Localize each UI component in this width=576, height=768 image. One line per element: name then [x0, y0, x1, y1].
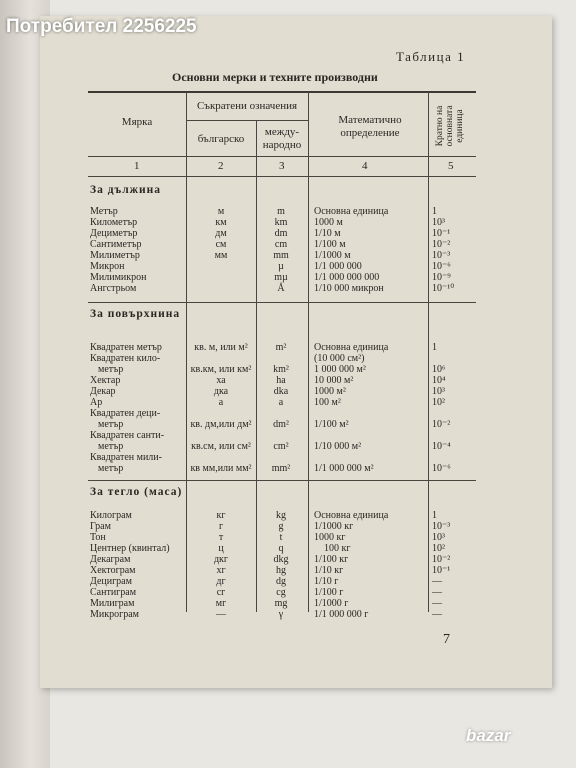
row-bg: кв.см, или см² — [191, 441, 251, 452]
row-def: 1000 кг — [314, 532, 346, 543]
row-def: 1/100 кг — [314, 554, 349, 565]
row-mul: 1 — [432, 206, 437, 217]
row-def: 1/100 г — [314, 587, 344, 598]
row-mul: 1 — [432, 342, 437, 353]
row-name: Милиграм — [90, 598, 135, 609]
col-rule-2 — [256, 121, 257, 612]
section-title-area: За повърхнина — [90, 308, 181, 320]
row-mul: 10⁻⁶ — [432, 261, 451, 272]
row-def: 1 000 000 м² — [314, 364, 366, 375]
row-int: hg — [276, 565, 286, 576]
row-int: q — [278, 543, 284, 554]
row-int: g — [278, 521, 284, 532]
row-mul: — — [432, 598, 442, 609]
row-mul: 10⁻¹ — [432, 565, 451, 576]
row-def: 1/1 000 000 — [314, 261, 362, 272]
row-mul: — — [432, 587, 442, 598]
header-bottom-rule — [88, 156, 476, 157]
row-int: µ — [278, 261, 284, 272]
row-int: cm — [274, 239, 288, 250]
row-name: метър — [98, 364, 124, 375]
header-multiple — [428, 96, 472, 156]
row-mul: 10⁻⁹ — [432, 272, 451, 283]
row-int: mµ — [274, 272, 288, 283]
section-rule-mass — [88, 480, 476, 481]
row-def: 1/1 000 000 г — [314, 609, 369, 620]
row-bg: — — [216, 609, 226, 620]
row-bg: сг — [216, 587, 226, 598]
row-int: dkg — [273, 554, 289, 565]
row-int: dm — [274, 228, 288, 239]
row-name: Микрон — [90, 261, 125, 272]
row-mul: 10³ — [432, 386, 445, 397]
row-name: Декар — [90, 386, 116, 397]
col-number-2: 2 — [218, 160, 224, 172]
row-int: mm — [273, 250, 289, 261]
seller-watermark: Потребител 2256225 — [6, 16, 197, 37]
row-mul: 10⁻³ — [432, 250, 451, 261]
col-rule-3 — [308, 92, 309, 612]
row-bg: кв. м, или м² — [194, 342, 248, 353]
row-name: метър — [98, 463, 124, 474]
row-bg: дкг — [213, 554, 229, 565]
row-name: Дециметър — [90, 228, 138, 239]
row-int: km² — [273, 364, 289, 375]
row-bg: г — [218, 521, 224, 532]
row-name: Сантиметър — [90, 239, 142, 250]
row-bg: дм — [215, 228, 227, 239]
row-def: 1/10 м — [314, 228, 341, 239]
row-mul: 10⁻⁴ — [432, 441, 451, 452]
row-bg: а — [218, 397, 224, 408]
row-mul: 10⁴ — [432, 375, 446, 386]
table-title: Основни мерки и техните производни — [172, 70, 378, 84]
row-bg: кв.км, или км² — [190, 364, 252, 375]
row-def: 1000 м — [314, 217, 343, 228]
row-name: Километър — [90, 217, 138, 228]
row-name: Метър — [90, 206, 118, 217]
row-def: 10 000 м² — [314, 375, 354, 386]
row-def: 100 м² — [314, 397, 341, 408]
row-name: метър — [98, 441, 124, 452]
row-name: Грам — [90, 521, 111, 532]
row-name: Хектар — [90, 375, 121, 386]
row-name: Милиметър — [90, 250, 140, 261]
row-int: t — [279, 532, 283, 543]
row-def: 1/10 000 микрон — [314, 283, 384, 294]
row-mul: 10³ — [432, 532, 445, 543]
row-int: Å — [277, 283, 285, 294]
header-bulgarian: българско — [197, 133, 245, 145]
col-number-5: 5 — [448, 160, 454, 172]
row-bg: кв. дм,или дм² — [190, 419, 252, 430]
row-def: 1/100 м² — [314, 419, 349, 430]
row-def: 100 кг — [324, 543, 351, 554]
row-name: Квадратен кило- — [90, 353, 161, 364]
row-mul: 10⁶ — [432, 364, 446, 375]
row-mul: 10² — [432, 543, 445, 554]
row-def: Основна единица — [314, 342, 389, 353]
row-int: mg — [274, 598, 288, 609]
row-mul: 10⁻² — [432, 554, 451, 565]
row-name: Сантиграм — [90, 587, 137, 598]
header-definition: Математично определение — [338, 114, 402, 139]
row-bg: кг — [216, 510, 226, 521]
logo-text: bazar — [466, 726, 511, 745]
row-int: kg — [276, 510, 286, 521]
header-abbr: Съкратени означения — [196, 100, 298, 112]
page-number: 7 — [443, 632, 450, 647]
row-name: Квадратен метър — [90, 342, 162, 353]
row-bg: кв мм,или мм² — [190, 463, 252, 474]
section-title-length: За дължина — [90, 184, 162, 196]
row-int: dka — [273, 386, 289, 397]
row-def: 1000 м² — [314, 386, 346, 397]
section-title-mass: За тегло (маса) — [90, 486, 183, 498]
row-int: γ — [278, 609, 284, 620]
row-def: 1/10 г — [314, 576, 339, 587]
row-bg: дка — [213, 386, 229, 397]
row-name: Декаграм — [90, 554, 131, 565]
row-bg: см — [215, 239, 227, 250]
row-name: Центнер (квинтал) — [90, 543, 170, 554]
row-def: (10 000 см²) — [314, 353, 365, 364]
row-int: mm² — [271, 463, 291, 474]
row-mul: 10⁻² — [432, 419, 451, 430]
header-international: между-народно — [262, 126, 302, 151]
row-def: 1/1 000 000 000 — [314, 272, 380, 283]
row-name: Милимикрон — [90, 272, 147, 283]
row-def: 1/1000 кг — [314, 521, 354, 532]
row-bg: т — [218, 532, 224, 543]
row-mul: 10⁻³ — [432, 521, 451, 532]
row-mul: — — [432, 576, 442, 587]
row-int: cm² — [273, 441, 289, 452]
abbr-header-rule — [186, 120, 308, 121]
section-rule-area — [88, 302, 476, 303]
row-name: Дециграм — [90, 576, 132, 587]
row-int: m² — [275, 342, 287, 353]
row-mul: 10⁻¹ — [432, 228, 451, 239]
row-name: Квадратен санти- — [90, 430, 165, 441]
row-bg: мм — [214, 250, 228, 261]
row-name: Ангстрьом — [90, 283, 137, 294]
row-mul: — — [432, 609, 442, 620]
row-int: cg — [276, 587, 286, 598]
row-def: 1/10 000 м² — [314, 441, 362, 452]
row-bg: ц — [218, 543, 224, 554]
row-bg: м — [217, 206, 225, 217]
row-def: 1/1 000 000 м² — [314, 463, 374, 474]
col-rule-4 — [428, 92, 429, 612]
row-name: Тон — [90, 532, 106, 543]
row-mul: 10³ — [432, 217, 445, 228]
row-name: Килограм — [90, 510, 132, 521]
row-bg: ха — [216, 375, 226, 386]
row-int: m — [277, 206, 285, 217]
row-name: Квадратен мили- — [90, 452, 162, 463]
row-mul: 10⁻⁶ — [432, 463, 451, 474]
row-mul: 1 — [432, 510, 437, 521]
row-bg: хг — [216, 565, 226, 576]
row-int: km — [274, 217, 288, 228]
row-def: 1/1000 г — [314, 598, 349, 609]
row-mul: 10² — [432, 397, 445, 408]
col-number-1: 1 — [134, 160, 140, 172]
row-name: Микрограм — [90, 609, 139, 620]
col-number-4: 4 — [362, 160, 368, 172]
header-measure: Мярка — [121, 116, 153, 128]
row-def: Основна единица — [314, 510, 389, 521]
row-name: Хектограм — [90, 565, 136, 576]
row-bg: дг — [216, 576, 226, 587]
colnum-bottom-rule — [88, 176, 476, 177]
row-bg: км — [215, 217, 227, 228]
row-def: Основна единица — [314, 206, 389, 217]
row-def: 1/10 кг — [314, 565, 344, 576]
row-int: dg — [276, 576, 286, 587]
row-bg: мг — [215, 598, 227, 609]
row-int: a — [278, 397, 284, 408]
table-label: Таблица 1 — [396, 49, 466, 64]
row-name: Квадратен деци- — [90, 408, 161, 419]
row-mul: 10⁻¹⁰ — [432, 283, 455, 294]
row-def: 1/100 м — [314, 239, 346, 250]
row-int: ha — [276, 375, 286, 386]
row-def: 1/1000 м — [314, 250, 351, 261]
row-mul: 10⁻² — [432, 239, 451, 250]
table-top-rule — [88, 91, 476, 93]
row-name: Ар — [90, 397, 103, 408]
header-multiple-text: Кратно на основната единица — [435, 105, 465, 147]
row-name: метър — [98, 419, 124, 430]
bazar-logo — [466, 726, 510, 746]
row-int: dm² — [273, 419, 289, 430]
col-number-3: 3 — [279, 160, 285, 172]
